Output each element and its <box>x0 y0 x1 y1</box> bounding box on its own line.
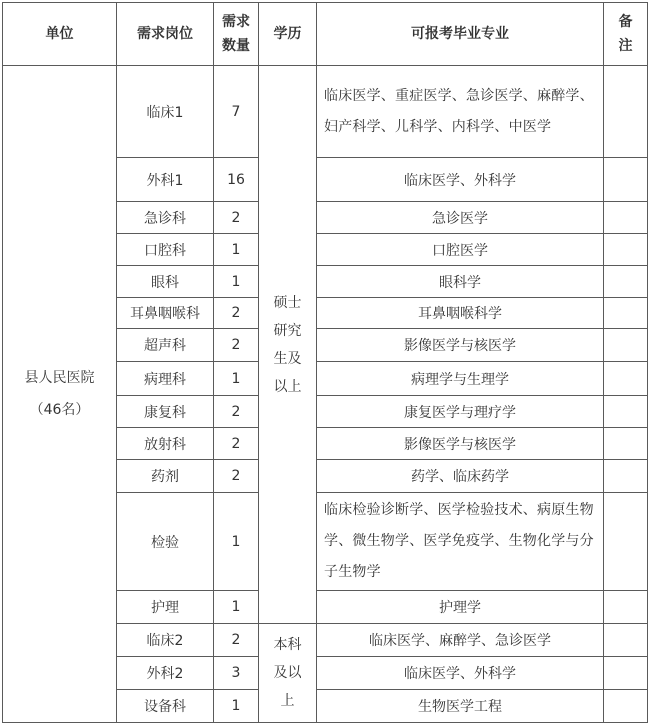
education-bachelor-line: 及以 <box>273 665 302 681</box>
majors-cell: 急诊医学 <box>317 202 604 234</box>
header-count <box>214 3 259 66</box>
header-count-line1: 需求 <box>222 14 250 30</box>
remark-cell <box>604 460 648 493</box>
position-cell: 护理 <box>117 591 214 624</box>
count-cell: 2 <box>214 329 259 362</box>
majors-cell: 生物医学工程 <box>317 690 604 723</box>
count-cell: 2 <box>214 396 259 428</box>
remark-cell <box>604 66 648 158</box>
unit-name: 县人民医院 <box>24 370 95 386</box>
remark-cell <box>604 428 648 460</box>
position-cell: 药剂 <box>117 460 214 493</box>
header-row <box>3 3 648 66</box>
unit-cell <box>3 66 117 723</box>
position-cell: 临床2 <box>117 624 214 657</box>
position-cell: 超声科 <box>117 329 214 362</box>
majors-cell: 口腔医学 <box>317 234 604 266</box>
header-position: 需求岗位 <box>117 3 214 66</box>
count-cell: 2 <box>214 460 259 493</box>
count-cell: 2 <box>214 428 259 460</box>
majors-cell: 临床检验诊断学、医学检验技术、病原生物学、微生物学、医学免疫学、生物化学与分子生物学 <box>317 493 604 591</box>
majors-cell: 影像医学与核医学 <box>317 329 604 362</box>
education-cell-master <box>259 66 317 624</box>
education-cell-bachelor <box>259 624 317 723</box>
table-row <box>3 66 648 158</box>
recruitment-table <box>2 2 648 723</box>
position-cell: 外科2 <box>117 657 214 690</box>
header-count-line2: 数量 <box>222 38 250 54</box>
position-cell: 口腔科 <box>117 234 214 266</box>
count-cell: 1 <box>214 362 259 396</box>
count-cell: 2 <box>214 202 259 234</box>
majors-cell: 影像医学与核医学 <box>317 428 604 460</box>
position-cell: 耳鼻咽喉科 <box>117 298 214 329</box>
remark-cell <box>604 202 648 234</box>
remark-cell <box>604 690 648 723</box>
count-cell: 2 <box>214 624 259 657</box>
header-remark <box>604 3 648 66</box>
remark-cell <box>604 657 648 690</box>
position-cell: 检验 <box>117 493 214 591</box>
majors-cell: 病理学与生理学 <box>317 362 604 396</box>
education-master-line: 生及 <box>273 350 302 367</box>
count-cell: 2 <box>214 298 259 329</box>
header-education: 学历 <box>259 3 317 66</box>
position-cell: 临床1 <box>117 66 214 158</box>
majors-cell: 护理学 <box>317 591 604 624</box>
position-cell: 设备科 <box>117 690 214 723</box>
majors-cell: 临床医学、外科学 <box>317 158 604 202</box>
majors-cell: 眼科学 <box>317 266 604 298</box>
header-remark-line2: 注 <box>618 38 633 54</box>
count-cell: 3 <box>214 657 259 690</box>
unit-total: （46名） <box>29 402 90 418</box>
education-master-line: 研究 <box>273 322 302 339</box>
count-cell: 16 <box>214 158 259 202</box>
remark-cell <box>604 396 648 428</box>
majors-cell: 临床医学、重症医学、急诊医学、麻醉学、妇产科学、儿科学、内科学、中医学 <box>317 66 604 158</box>
header-remark-line1: 备 <box>618 14 633 30</box>
remark-cell <box>604 591 648 624</box>
majors-cell: 药学、临床药学 <box>317 460 604 493</box>
count-cell: 1 <box>214 690 259 723</box>
education-bachelor-line: 本科 <box>273 637 302 653</box>
remark-cell <box>604 329 648 362</box>
count-cell: 1 <box>214 234 259 266</box>
header-unit: 单位 <box>3 3 117 66</box>
header-majors: 可报考毕业专业 <box>317 3 604 66</box>
count-cell: 1 <box>214 266 259 298</box>
remark-cell <box>604 624 648 657</box>
remark-cell <box>604 234 648 266</box>
position-cell: 病理科 <box>117 362 214 396</box>
majors-cell: 临床医学、外科学 <box>317 657 604 690</box>
position-cell: 外科1 <box>117 158 214 202</box>
majors-cell: 临床医学、麻醉学、急诊医学 <box>317 624 604 657</box>
position-cell: 放射科 <box>117 428 214 460</box>
position-cell: 康复科 <box>117 396 214 428</box>
remark-cell <box>604 158 648 202</box>
education-master-line: 硕士 <box>273 294 302 311</box>
remark-cell <box>604 266 648 298</box>
remark-cell <box>604 362 648 396</box>
education-master-line: 以上 <box>273 378 302 395</box>
position-cell: 急诊科 <box>117 202 214 234</box>
remark-cell <box>604 298 648 329</box>
count-cell: 7 <box>214 66 259 158</box>
remark-cell <box>604 493 648 591</box>
majors-cell: 康复医学与理疗学 <box>317 396 604 428</box>
majors-cell: 耳鼻咽喉科学 <box>317 298 604 329</box>
education-bachelor-line: 上 <box>280 693 295 709</box>
position-cell: 眼科 <box>117 266 214 298</box>
count-cell: 1 <box>214 591 259 624</box>
count-cell: 1 <box>214 493 259 591</box>
